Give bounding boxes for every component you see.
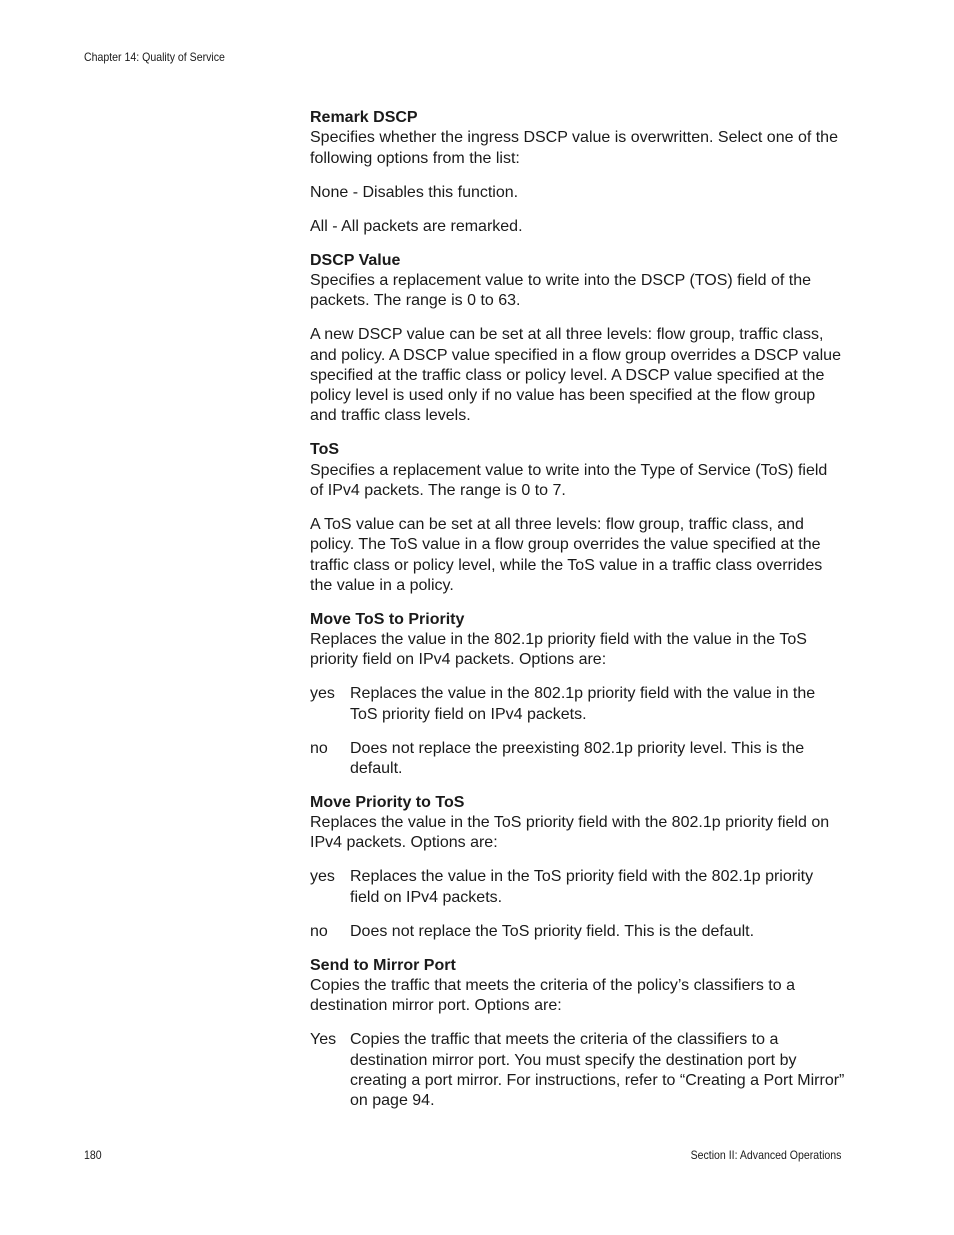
section-dscp-value xyxy=(310,251,845,427)
page-content xyxy=(310,108,845,1125)
option-description: Replaces the value in the 802.1p priority field with the value in the ToS priority field on IPv4 packets. xyxy=(350,685,816,723)
section-move-priority-to-tos xyxy=(310,793,845,942)
section-heading: Remark DSCP xyxy=(310,109,418,126)
footer-page-number: 180 xyxy=(84,1148,102,1162)
section-paragraph: Specifies whether the ingress DSCP value is overwritten. Select one of the following options from the list: xyxy=(310,129,838,167)
section-heading: ToS xyxy=(310,441,340,459)
section-paragraph: Specifies a replacement value to write into the Type of Service (ToS) field of IPv4 packets. The range is 0 to 7. xyxy=(310,461,828,499)
option-description: Does not replace the preexisting 802.1p priority level. This is the default. xyxy=(350,739,805,777)
section-send-to-mirror-port xyxy=(310,956,845,1112)
option-key: no xyxy=(310,922,328,940)
footer-section-title: Section II: Advanced Operations xyxy=(690,1148,841,1162)
section-paragraph: A new DSCP value can be set at all three levels: flow group, traffic class, and policy. A DSCP value specified in a flow group overrides a DSCP value specified at the traffic class or policy level. A DSCP value specified at the policy level is used only if no value has been specified at the flow group and traffic class levels. xyxy=(310,326,841,425)
section-paragraph: Replaces the value in the ToS priority field with the 802.1p priority field on IPv4 packets. Options are: xyxy=(310,814,830,852)
section-tos xyxy=(310,440,845,596)
section-heading: Move ToS to Priority xyxy=(310,610,465,628)
section-paragraph: Copies the traffic that meets the criteria of the policy’s classifiers to a destination mirror port. Options are: xyxy=(310,976,795,1015)
section-remark-dscp xyxy=(310,108,845,237)
option-description: Copies the traffic that meets the criteria of the classifiers to a destination mirror port. You must specify the destination port by creating a port mirror. For instructions, refer to “Creating a Port Mirror” on page 94. xyxy=(350,1031,845,1110)
section-heading: Send to Mirror Port xyxy=(310,956,456,974)
running-header-chapter: Chapter 14: Quality of Service xyxy=(84,50,225,64)
option-item xyxy=(310,684,845,725)
section-paragraph: Replaces the value in the 802.1p priority field with the value in the ToS priority field on IPv4 packets. Options are: xyxy=(310,630,807,669)
option-key: no xyxy=(310,739,328,757)
option-key: yes xyxy=(310,868,335,886)
option-item xyxy=(310,739,845,780)
section-paragraph: Specifies a replacement value to write into the DSCP (TOS) field of the packets. The range is 0 to 63. xyxy=(310,271,811,310)
section-move-tos-to-priority xyxy=(310,610,845,780)
section-paragraph: A ToS value can be set at all three levels: flow group, traffic class, and policy. The ToS value in a flow group overrides the value specified at the traffic class or policy level, while the ToS value in a traffic class overrides the value in a policy. xyxy=(310,515,823,594)
section-paragraph: All - All packets are remarked. xyxy=(310,217,523,235)
option-key: Yes xyxy=(310,1031,337,1049)
section-heading: DSCP Value xyxy=(310,251,401,269)
option-item xyxy=(310,867,845,908)
section-paragraph: None - Disables this function. xyxy=(310,183,519,201)
option-item xyxy=(310,1030,845,1111)
option-item xyxy=(310,922,845,942)
section-heading: Move Priority to ToS xyxy=(310,793,465,811)
option-description: Does not replace the ToS priority field. This is the default. xyxy=(350,922,755,940)
option-key: yes xyxy=(310,685,335,703)
option-description: Replaces the value in the ToS priority field with the 802.1p priority field on IPv4 packets. xyxy=(350,868,814,906)
